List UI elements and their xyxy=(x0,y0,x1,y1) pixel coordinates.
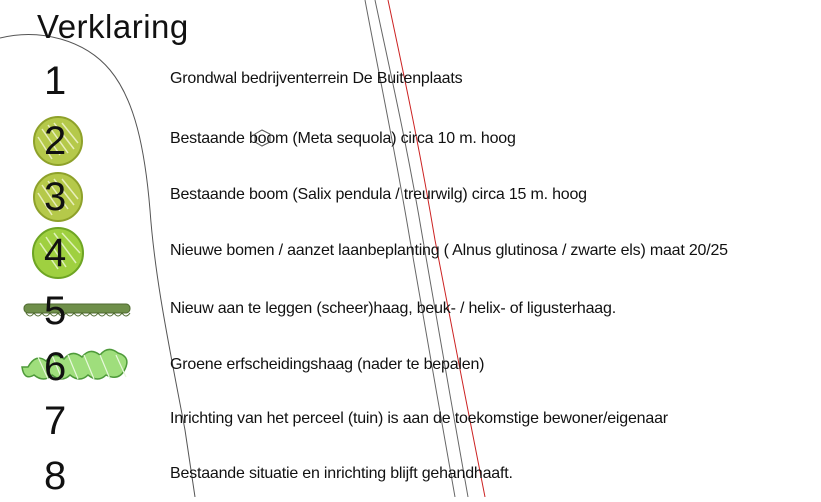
legend-description: Bestaande boom (Meta sequola) circa 10 m. hoog xyxy=(170,130,516,147)
legend-number: 6 xyxy=(44,345,67,389)
legend-number: 1 xyxy=(44,59,67,103)
legend-item-4 xyxy=(0,227,821,279)
legend-description: Nieuw aan te leggen (scheer)haag, beuk- / helix- of ligusterhaag. xyxy=(170,300,616,317)
legend-item-1 xyxy=(0,55,821,107)
legend-description: Bestaande boom (Salix pendula / treurwilg) circa 15 m. hoog xyxy=(170,186,587,203)
legend-number: 3 xyxy=(44,175,67,219)
legend-item-7 xyxy=(0,395,821,447)
legend-title: Verklaring xyxy=(37,8,189,45)
legend-description: Inrichting van het perceel (tuin) is aan de toekomstige bewoner/eigenaar xyxy=(170,410,668,427)
legend-description: Grondwal bedrijventerrein De Buitenplaats xyxy=(170,70,463,87)
legend-item-5 xyxy=(0,285,821,337)
existing-tree-icon xyxy=(20,115,140,167)
legend-item-3 xyxy=(0,171,821,223)
legend-number: 2 xyxy=(44,119,67,163)
legend-description: Nieuwe bomen / aanzet laanbeplanting ( Alnus glutinosa / zwarte els) maat 20/25 xyxy=(170,242,728,259)
legend-item-8 xyxy=(0,450,821,502)
legend-item-6 xyxy=(0,341,821,393)
legend-number: 5 xyxy=(44,289,67,333)
new-tree-icon xyxy=(20,227,140,279)
legend-item-2 xyxy=(0,115,821,167)
legend-number: 8 xyxy=(44,454,67,498)
legend-description: Groene erfscheidingshaag (nader te bepalen) xyxy=(170,356,485,373)
legend-description: Bestaande situatie en inrichting blijft gehandhaaft. xyxy=(170,465,513,482)
legend-number: 7 xyxy=(44,399,67,443)
clipped-hedge-icon xyxy=(20,285,140,337)
existing-tree-icon xyxy=(20,171,140,223)
legend-number: 4 xyxy=(44,231,67,275)
green-hedge-icon xyxy=(20,341,140,393)
